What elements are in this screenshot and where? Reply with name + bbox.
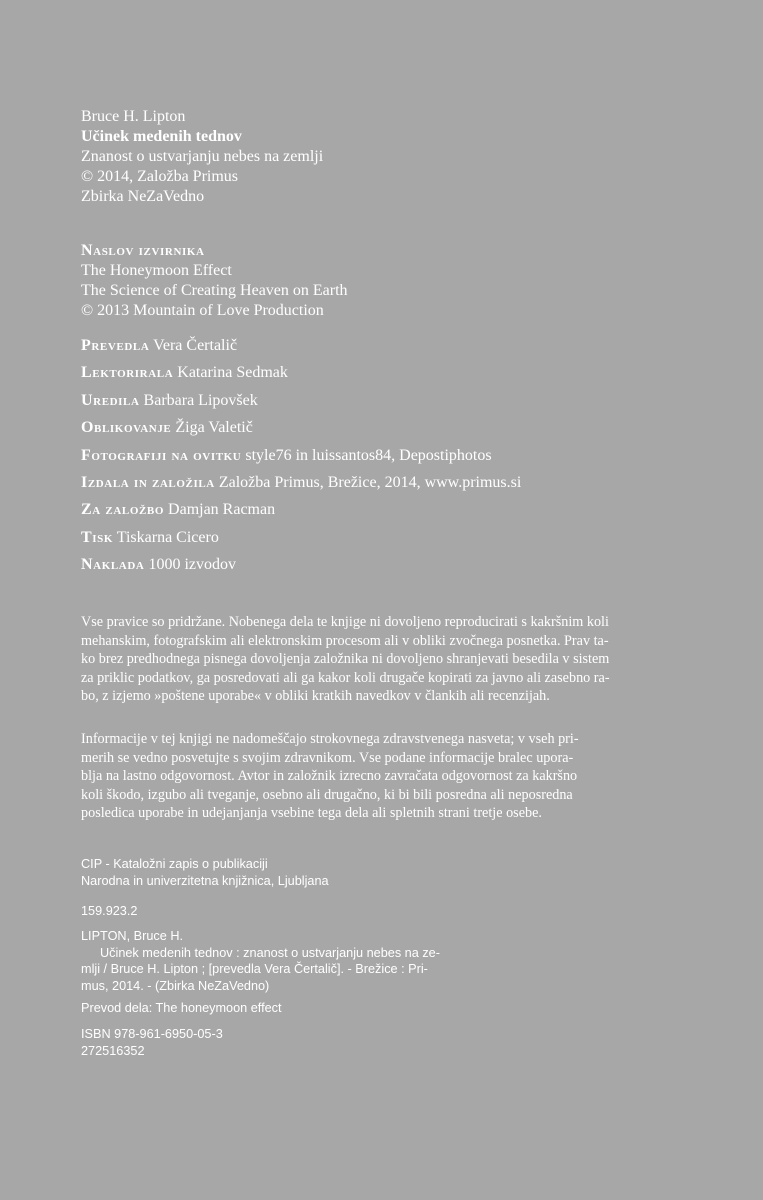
book-subtitle: Znanost o ustvarjanju nebes na zemlji (81, 148, 324, 165)
copyright-line: © 2014, Založba Primus (81, 168, 239, 185)
cip-library: Narodna in univerzitetna knjižnica, Ljubljana (81, 873, 329, 888)
isbn-number: ISBN 978-961-6950-05-3 (81, 1027, 223, 1041)
paragraph-line: za priklic podatkov, ga posredovati ali ga kakor koli drugače kopirati za javno ali zasebno ra- (81, 669, 610, 686)
credit-role: Lektorirala (81, 364, 174, 382)
cip-record-line: Učinek medenih tednov : znanost o ustvarjanju nebes na ze- (100, 945, 440, 960)
credit-value: 1000 izvodov (148, 556, 236, 574)
credit-cover-photos (81, 446, 521, 473)
credit-role: Naklada (81, 556, 145, 574)
credit-value: Katarina Sedmak (177, 364, 288, 382)
cip-translation-of: Prevod dela: The honeymoon effect (81, 1001, 282, 1015)
credit-printer (81, 528, 521, 555)
cip-classification (81, 903, 137, 920)
cip-header (81, 856, 329, 889)
paragraph-line: mehanskim, fotografskim ali elektronskim procesom ali v obliki zvočnega posnetka. Prav ta- (81, 632, 609, 649)
credit-editor (81, 391, 521, 418)
credit-value: Založba Primus, Brežice, 2014, www.primus.si (218, 473, 522, 491)
cip-record-line: mlji / Bruce H. Lipton ; [prevedla Vera Čertalič]. - Brežice : Pri- (81, 962, 428, 977)
credit-value: Žiga Valetič (175, 419, 253, 437)
credit-publisher (81, 473, 521, 500)
paragraph-line: posledica uporabe in udejanjanja vsebine tega dela ali spletnih strani tretje osebe. (81, 805, 542, 822)
credit-design (81, 418, 521, 445)
credit-value: Tiskarna Cicero (116, 528, 219, 546)
book-title: Učinek medenih tednov (81, 128, 242, 145)
original-edition (81, 241, 348, 321)
credit-role: Za založbo (81, 501, 165, 519)
credit-role: Oblikovanje (81, 419, 172, 437)
credit-value: style76 in luissantos84, Depostiphotos (245, 446, 492, 464)
cip-record-line: mus, 2014. - (Zbirka NeZaVedno) (81, 979, 270, 994)
paragraph-line: blja na lastno odgovornost. Avtor in založnik izrecno zavračata odgovornost za kakršno (81, 768, 578, 785)
credit-role: Prevedla (81, 337, 150, 354)
cip-original-title (81, 1000, 282, 1017)
disclaimer-paragraph (81, 730, 579, 823)
paragraph-line: Vse pravice so pridržane. Nobenega dela te knjige ni dovoljeno reproducirati s kakršnim koli (81, 614, 609, 630)
cip-record-author: LIPTON, Bruce H. (81, 929, 184, 943)
paragraph-line: bo, z izjemo »poštene uporabe« v obliki kratkih navedkov v člankih ali recenzijah. (81, 688, 550, 705)
credit-for-publisher (81, 500, 521, 527)
credit-role: Fotografiji na ovitku (81, 446, 242, 464)
book-intro (81, 107, 323, 207)
cip-record (81, 928, 440, 995)
credit-value: Vera Čertalič (153, 337, 238, 354)
credit-value: Damjan Racman (168, 501, 276, 519)
paragraph-line: koli škodo, izgubo ali tveganje, osebno ali drugačno, ki bi bili posredna ali neposredna (81, 786, 573, 803)
cobiss-id: 272516352 (81, 1043, 145, 1058)
paragraph-line: merih se vedno posvetujte s svojim zdravnikom. Vse podane informacije bralec upora- (81, 749, 574, 766)
cip-title: CIP - Kataložni zapis o publikaciji (81, 857, 268, 871)
original-subtitle: The Science of Creating Heaven on Earth (81, 282, 348, 299)
series-name: Zbirka NeZaVedno (81, 188, 205, 205)
credits-list (81, 336, 521, 583)
rights-paragraph (81, 613, 610, 706)
credit-proofreader (81, 363, 521, 390)
credit-role: Izdala in založila (81, 473, 215, 491)
credit-translator (81, 336, 521, 363)
original-title: The Honeymoon Effect (81, 262, 232, 279)
credit-role: Uredila (81, 391, 140, 409)
author-name: Bruce H. Lipton (81, 108, 186, 125)
paragraph-line: ko brez predhodnega pisnega dovoljenja založnika ni dovoljeno shranjevati besedila v sistem (81, 651, 610, 668)
credit-value: Barbara Lipovšek (143, 391, 258, 409)
paragraph-line: Informacije v tej knjigi ne nadomeščajo strokovnega zdravstvenega nasveta; v vseh pri- (81, 731, 579, 747)
original-copyright: © 2013 Mountain of Love Production (81, 302, 324, 319)
cip-identifiers (81, 1026, 223, 1059)
credit-role: Tisk (81, 528, 114, 546)
credit-print-run (81, 555, 521, 582)
original-heading: Naslov izvirnika (81, 242, 205, 259)
cip-udk-number: 159.923.2 (81, 904, 138, 918)
